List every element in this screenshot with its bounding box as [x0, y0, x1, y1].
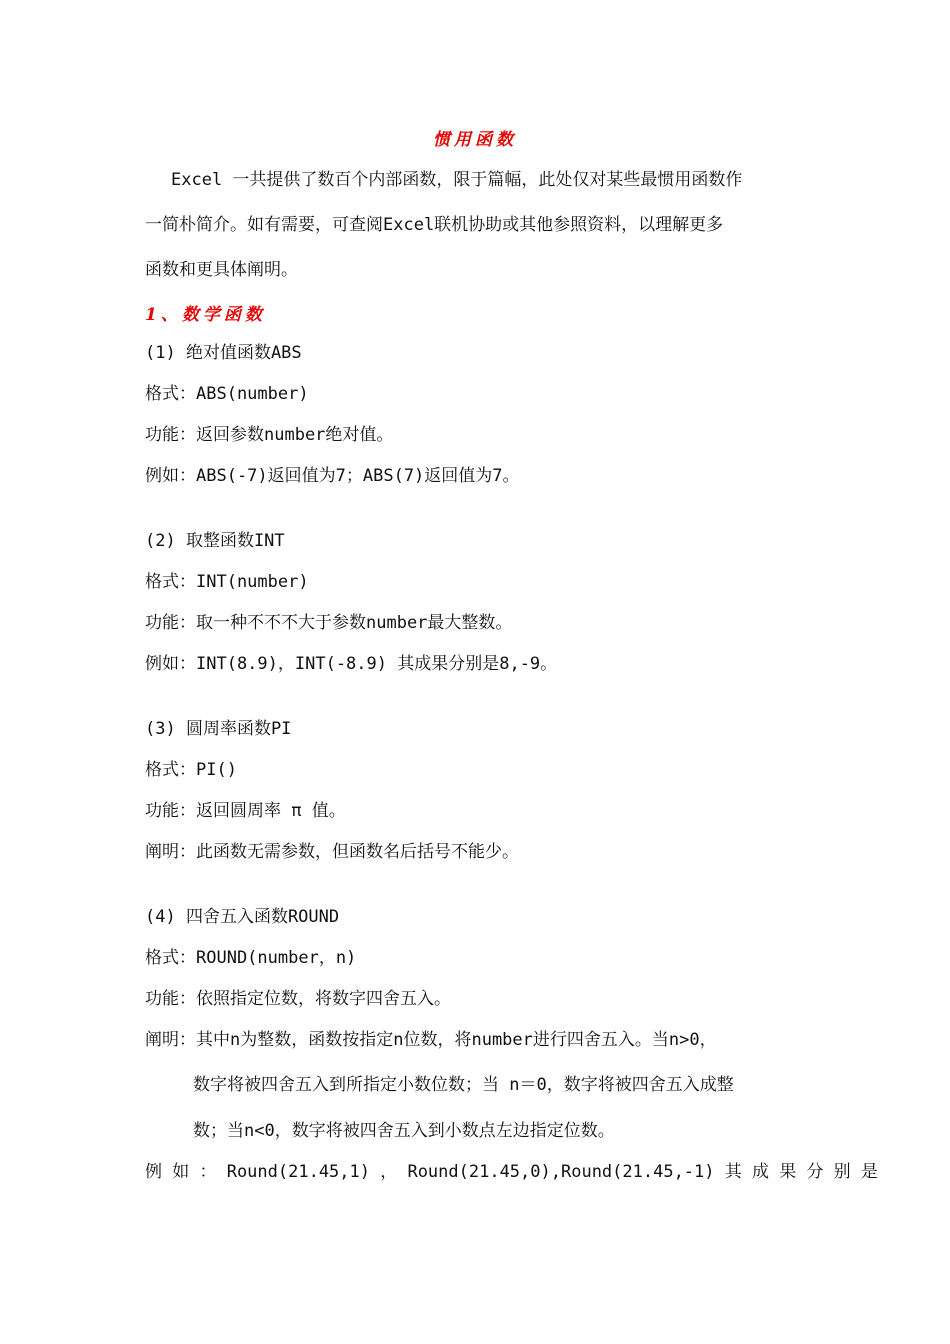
item-title: (2) 取整函数INT [145, 531, 285, 551]
item-function: 功能：取一种不不不大于参数number最大整数。 [145, 613, 513, 633]
round-example: 例 如 ： Round(21.45,1) ， Round(21.45,0),Round(21.45,-1) 其 成 果 分 别 是 [145, 1162, 878, 1182]
item-note: 阐明：其中n为整数，函数按指定n位数，将number进行四舍五入。当n>0， [145, 1030, 717, 1050]
item-format: 格式：ABS(number) [145, 384, 309, 404]
page-title: 惯用函数 [433, 130, 517, 150]
item-format: 格式：ROUND(number，n) [145, 948, 357, 968]
item-title: (3) 圆周率函数PI [145, 719, 292, 739]
item-function: 功能：返回圆周率 π 值。 [145, 801, 346, 821]
item-title: (4) 四舍五入函数ROUND [145, 907, 340, 927]
item-note: 例如：INT(8.9)，INT(-8.9) 其成果分别是8,-9。 [145, 654, 558, 674]
item-function: 功能：返回参数number绝对值。 [145, 425, 394, 445]
section-heading: 1、数学函数 [145, 305, 266, 325]
item-function: 功能：依照指定位数，将数字四舍五入。 [145, 989, 451, 1009]
item-format: 格式：INT(number) [145, 572, 309, 592]
item-note: 阐明：此函数无需参数，但函数名后括号不能少。 [145, 842, 519, 862]
item-format: 格式：PI() [145, 760, 237, 780]
intro-line-2: 一简朴简介。如有需要，可查阅Excel联机协助或其他参照资料，以理解更多 [145, 215, 724, 235]
intro-line-1: Excel 一共提供了数百个内部函数，限于篇幅，此处仅对某些最惯用函数作 [171, 170, 743, 190]
intro-line-3: 函数和更具体阐明。 [145, 260, 298, 280]
round-note-continuation-2: 数；当n<0，数字将被四舍五入到小数点左边指定位数。 [193, 1121, 615, 1141]
item-note: 例如：ABS(-7)返回值为7；ABS(7)返回值为7。 [145, 466, 520, 486]
item-title: (1) 绝对值函数ABS [145, 343, 302, 363]
round-note-continuation-1: 数字将被四舍五入到所指定小数位数；当 n＝0，数字将被四舍五入成整 [193, 1075, 734, 1095]
